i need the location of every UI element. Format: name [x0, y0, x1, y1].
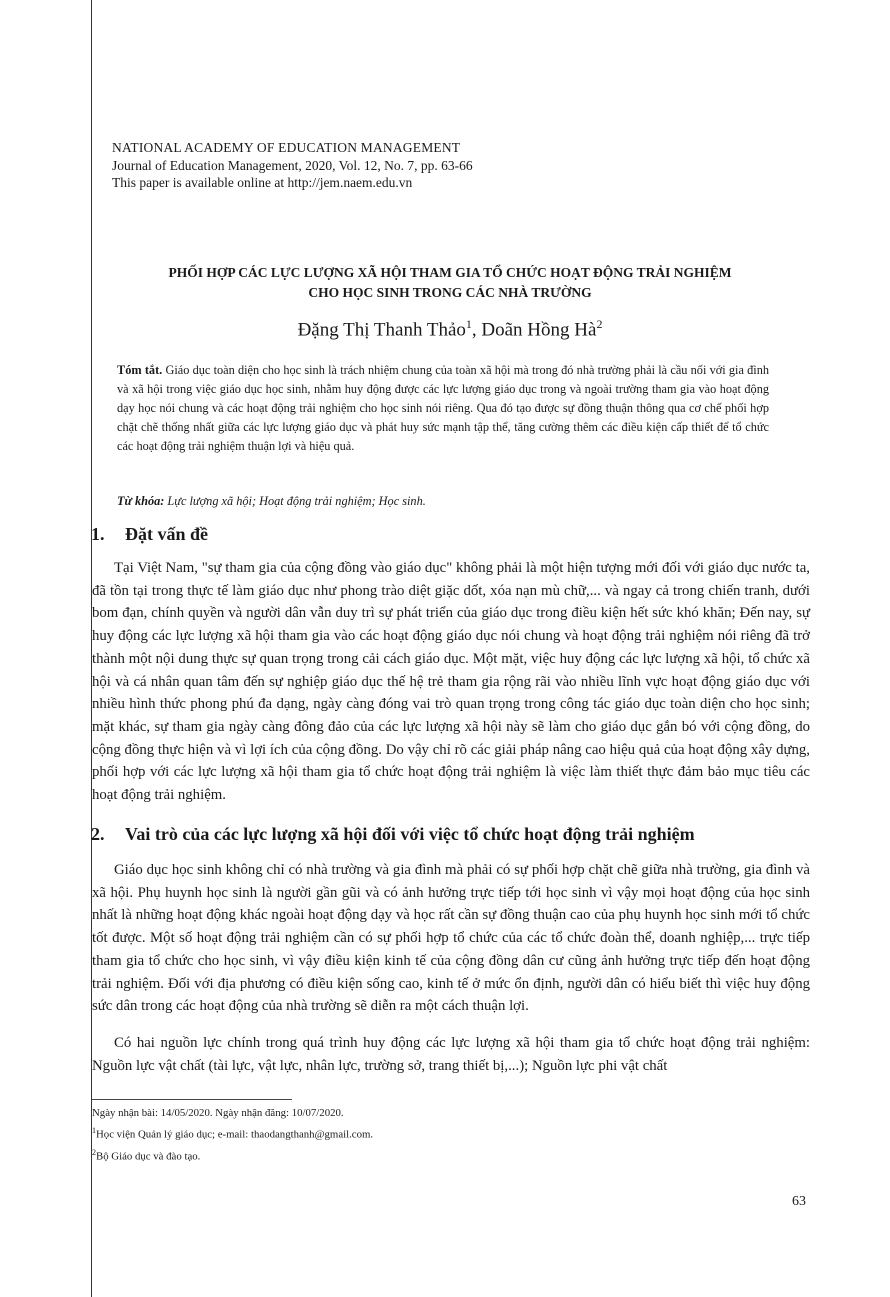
- section-1-title: Đặt vấn đề: [125, 524, 209, 544]
- title-line-1: PHỐI HỢP CÁC LỰC LƯỢNG XÃ HỘI THAM GIA TỔ CHỨC HOẠT ĐỘNG TRẢI NGHIỆM: [168, 265, 732, 280]
- author-2-affiliation: 2: [596, 317, 603, 331]
- section-2-paragraph-2: Có hai nguồn lực chính trong quá trình huy động các lực lượng xã hội tham gia tổ chức hoạt động trải nghiệm: Nguồn lực vật chất (tài lực, vật lực, nhân lực, trường sở, trang thiết bị,...); Nguồn lực phi vật chất: [92, 1035, 810, 1074]
- section-1-heading: [91, 524, 208, 545]
- section-1-number: 1.: [91, 524, 105, 544]
- title-line-2: CHO HỌC SINH TRONG CÁC NHÀ TRƯỜNG: [308, 285, 592, 300]
- section-2-paragraph-1: Giáo dục học sinh không chỉ có nhà trường và gia đình mà phải có sự phối hợp chặt chẽ giữa nhà trường, gia đình và xã hội. Phụ huynh học sinh là người gần gũi và có ảnh hưởng trực tiếp tới học sinh vì vậy mọi hoạt động của học sinh nhất là những hoạt động khác ngoài hoạt động dạy và học rất cần sự đồng thuận cao của phụ huynh học sinh mới tổ chức tốt được. Một số hoạt động trải nghiệm cần có sự phối hợp tổ chức của các tổ chức đoàn thể, doanh nghiệp,... trực tiếp tham gia tổ chức cho học sinh, vì vậy điều kiện kinh tế của cộng đồng dân cư cũng ảnh hưởng trực tiếp đến hoạt động trải nghiệm. Đối với địa phương có điều kiện sống cao, kinh tế ở mức ổn định, người dân có hiểu biết thì việc huy động sức dân trong các hoạt động của nhà trường sẽ diễn ra một cách thuận lợi.: [92, 862, 810, 1015]
- author-list: [100, 317, 800, 341]
- abstract-label: Tóm tắt.: [117, 363, 163, 377]
- section-1-paragraph: Tại Việt Nam, "sự tham gia của cộng đồng vào giáo dục" không phải là một hiện tượng mới đối với giáo dục nước ta, đã tồn tại trong thực tế làm giáo dục như phong trào diệt giặc dốt, xóa nạn mù chữ,... và ngay cả trong chiến tranh, dưới bom đạn, chính quyền và người dân vẫn duy trì sự phát triển của giáo dục trong điều kiện hết sức khó khăn; Đến nay, sự huy động các lực lượng xã hội tham gia vào các hoạt động giáo dục nói chung và hoạt động trải nghiệm nói riêng đã trở thành một nội dung thực sự quan trọng trong cải cách giáo dục. Một mặt, việc huy động các lực lượng xã hội, tổ chức xã hội và cá nhân quan tâm đến sự nghiệp giáo dục thế hệ trẻ tham gia rộng rãi vào nhiều lĩnh vực hoạt động giáo dục với nhiều hình thức phong phú đa dạng, ngày càng đóng vai trò quan trọng trong công tác giáo dục toàn diện cho học sinh; mặt khác, sự tham gia ngày càng đông đảo của các lực lượng xã hội này sẽ làm cho giáo dục gắn bó với cộng đồng, do cộng đồng thực hiện và vì lợi ích của cộng đồng. Do vậy chỉ rõ các giải pháp nâng cao hiệu quả của hoạt động xây dựng, phối hợp với các lực lượng xã hội tham gia tổ chức hoạt động trải nghiệm là việc làm thiết thực đảm bảo mục tiêu các hoạt động trải nghiệm.: [92, 560, 810, 804]
- footnote-1-marker: 1: [92, 1126, 96, 1135]
- keywords-text: Lực lượng xã hội; Hoạt động trải nghiệm; Học sinh.: [164, 494, 426, 508]
- footnote-1: [92, 1122, 692, 1144]
- author-1-affiliation: 1: [465, 317, 472, 331]
- journal-citation: Journal of Education Management, 2020, Vol. 12, No. 7, pp. 63-66: [112, 157, 473, 173]
- footnote-divider: [92, 1099, 292, 1100]
- footnote-1-text: Học viện Quản lý giáo dục; e-mail: thaodangthanh@gmail.com.: [96, 1128, 374, 1141]
- journal-header: [112, 139, 712, 192]
- online-availability: This paper is available online at http://jem.naem.edu.vn: [112, 175, 413, 190]
- paper-title: [100, 263, 800, 303]
- footnotes: [92, 1105, 692, 1165]
- footnote-2: [92, 1144, 692, 1166]
- section-2-number: 2.: [91, 824, 105, 844]
- author-separator: ,: [471, 319, 482, 341]
- keywords-label: Từ khóa:: [117, 494, 165, 508]
- footnote-2-marker: 2: [92, 1147, 96, 1157]
- section-2-heading: [91, 824, 695, 845]
- author-2: Doãn Hồng Hà: [481, 319, 597, 341]
- institution-name: NATIONAL ACADEMY OF EDUCATION MANAGEMENT: [112, 140, 461, 155]
- page-number: 63: [792, 1194, 806, 1209]
- abstract: [117, 361, 769, 456]
- section-2-title: Vai trò của các lực lượng xã hội đối với việc tổ chức hoạt động trải nghiệm: [125, 824, 695, 844]
- received-dates: Ngày nhận bài: 14/05/2020. Ngày nhận đăng: 10/07/2020.: [92, 1107, 344, 1119]
- footnote-2-text: Bộ Giáo dục và đào tạo.: [96, 1150, 201, 1163]
- abstract-text: Giáo dục toàn diện cho học sinh là trách nhiệm chung của toàn xã hội mà trong đó nhà trường phải là cầu nối với gia đình và xã hội trong việc giáo dục học sinh, nhằm huy động được các lực lượng giáo dục trong và ngoài trường tham gia vào hoạt động dạy học nói chung và các hoạt động trải nghiệm cho học sinh nói riêng. Qua đó tạo được sự đồng thuận thông qua cơ chế phối hợp chặt chẽ thống nhất giữa các lực lượng giáo dục và phát huy sức mạnh tập thể, tăng cường thêm các điều kiện cấp thiết để tổ chức các hoạt động trải nghiệm thuận lợi và hiệu quả.: [117, 363, 769, 453]
- author-1: Đặng Thị Thanh Thảo: [297, 319, 466, 341]
- keywords: [117, 494, 769, 509]
